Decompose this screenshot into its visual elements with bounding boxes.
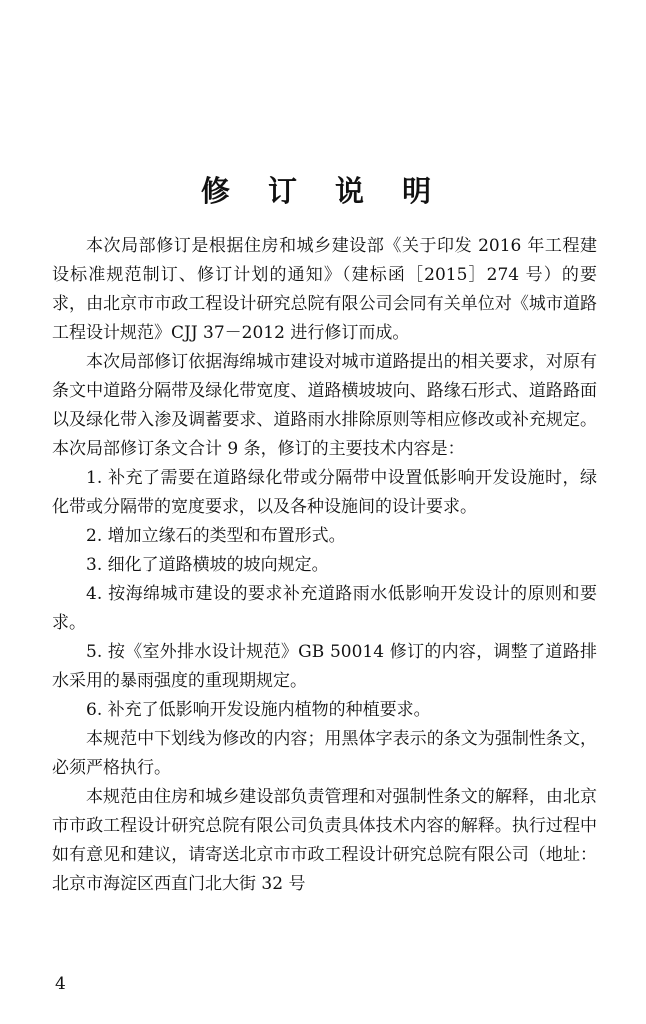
paragraph-revision-scope: 本次局部修订依据海绵城市建设对城市道路提出的相关要求，对原有条文中道路分隔带及绿化带宽度、道路横坡坡向、路缘石形式、道路路面以及绿化带入渗及调蓄要求、道路雨水排除原则等相应修改或补充规定。本次局部修订条文合计 9 条，修订的主要技术内容是： xyxy=(52,352,597,459)
page-number: 4 xyxy=(55,974,66,994)
paragraph-administration: 本规范由住房和城乡建设部负责管理和对强制性条文的解释，由北京市市政工程设计研究总院有限公司负责具体技术内容的解释。执行过程中如有意见和建议，请寄送北京市市政工程设计研究总院有限公司（地址：北京市海淀区西直门北大街 32 号 xyxy=(52,787,597,894)
list-item: 3. 细化了道路横坡的坡向规定。 xyxy=(86,555,329,575)
page-title: 修 订 说 明 xyxy=(200,174,446,209)
body-text xyxy=(52,232,597,899)
list-item: 1. 补充了需要在道路绿化带或分隔带中设置低影响开发设施时，绿化带或分隔带的宽度要求，以及各种设施间的设计要求。 xyxy=(52,468,597,517)
list-item: 2. 增加立缘石的类型和布置形式。 xyxy=(86,526,346,546)
paragraph-mandatory-note: 本规范中下划线为修改的内容；用黑体字表示的条文为强制性条文，必须严格执行。 xyxy=(52,729,597,778)
list-item: 4. 按海绵城市建设的要求补充道路雨水低影响开发设计的原则和要求。 xyxy=(52,584,597,633)
list-item: 5. 按《室外排水设计规范》GB 50014 修订的内容，调整了道路排水采用的暴雨强度的重现期规定。 xyxy=(52,642,597,691)
paragraph-revision-basis: 本次局部修订是根据住房和城乡建设部《关于印发 2016 年工程建设标准规范制订、修订计划的通知》（建标函［2015］274 号）的要求，由北京市市政工程设计研究总院有限公司会同有关单位对《城市道路工程设计规范》CJJ 37－2012 进行修订而成。 xyxy=(52,236,597,343)
list-item: 6. 补充了低影响开发设施内植物的种植要求。 xyxy=(86,700,431,720)
